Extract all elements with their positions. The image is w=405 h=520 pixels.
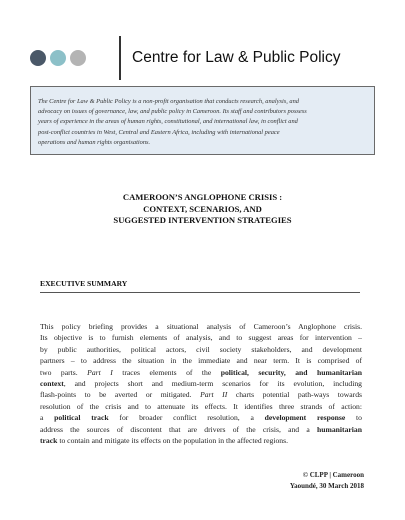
- intro-line: post-conflict countries in West, Central and Eastern Africa, including with international peace: [38, 128, 280, 136]
- title-line: CONTEXT, SCENARIOS, AND: [143, 203, 262, 214]
- document-title: [0, 192, 405, 227]
- summary-line: track to contain and mitigate its effects on the population in the affected regions.: [40, 436, 288, 446]
- header-divider: [119, 36, 121, 80]
- intro-box: [30, 86, 375, 155]
- summary-line: by public authorities, political actors, civil society stakeholders, and development: [40, 344, 362, 354]
- copyright: © CLPP | Cameroon: [302, 471, 364, 479]
- summary-line: a political track for broader conflict resolution, a development response to: [40, 413, 362, 423]
- intro-text: [38, 97, 368, 148]
- place-date: Yaoundé, 30 March 2018: [289, 481, 364, 490]
- intro-line: years of experience in the areas of human rights, constitutional, and international law, in conflict and: [38, 118, 298, 126]
- logo-dot-grey: [70, 50, 86, 66]
- summary-line: partners – to address the situation in the immediate and near term. It is comprised of: [40, 356, 362, 366]
- logo-dot-teal: [50, 50, 66, 66]
- section-heading: EXECUTIVE SUMMARY: [40, 279, 128, 288]
- title-line: CAMEROON’S ANGLOPHONE CRISIS :: [122, 192, 283, 202]
- executive-summary-text: [40, 321, 362, 446]
- summary-line: flash-points to be averted or mitigated. Part II charts potential path-ways towards: [40, 390, 362, 400]
- footer: [290, 470, 364, 491]
- summary-line: two parts. Part I traces elements of the political, security, and humanitarian: [40, 367, 363, 377]
- summary-line: address the sources of discontent that are drivers of the crisis, and a humanitarian: [40, 424, 362, 434]
- summary-line: context, and projects short and medium-term scenarios for its evolution, including: [40, 379, 362, 389]
- summary-line: This policy briefing provides a situational analysis of Cameroon’s Anglophone crisis.: [40, 322, 362, 331]
- intro-line: The Centre for Law & Public Policy is a non-profit organisation that conducts research, analysis, and: [38, 98, 299, 105]
- section-rule: [40, 292, 360, 293]
- organisation-name: Centre for Law & Public Policy: [132, 49, 341, 66]
- header: [30, 36, 380, 80]
- summary-line: resolution of the crisis and to attenuate its effects. It identifies three strands of action:: [40, 401, 362, 411]
- title-line: SUGGESTED INTERVENTION STRATEGIES: [113, 215, 292, 225]
- logo-dot-dark: [30, 50, 46, 66]
- intro-line: advocacy on issues of governance, law, and public policy in Cameroon. Its staff and contributors possess: [38, 108, 307, 116]
- intro-line: operations and human rights organisations.: [38, 138, 151, 146]
- summary-line: Its objective is to furnish elements of analysis, and to suggest areas for intervention –: [40, 333, 362, 343]
